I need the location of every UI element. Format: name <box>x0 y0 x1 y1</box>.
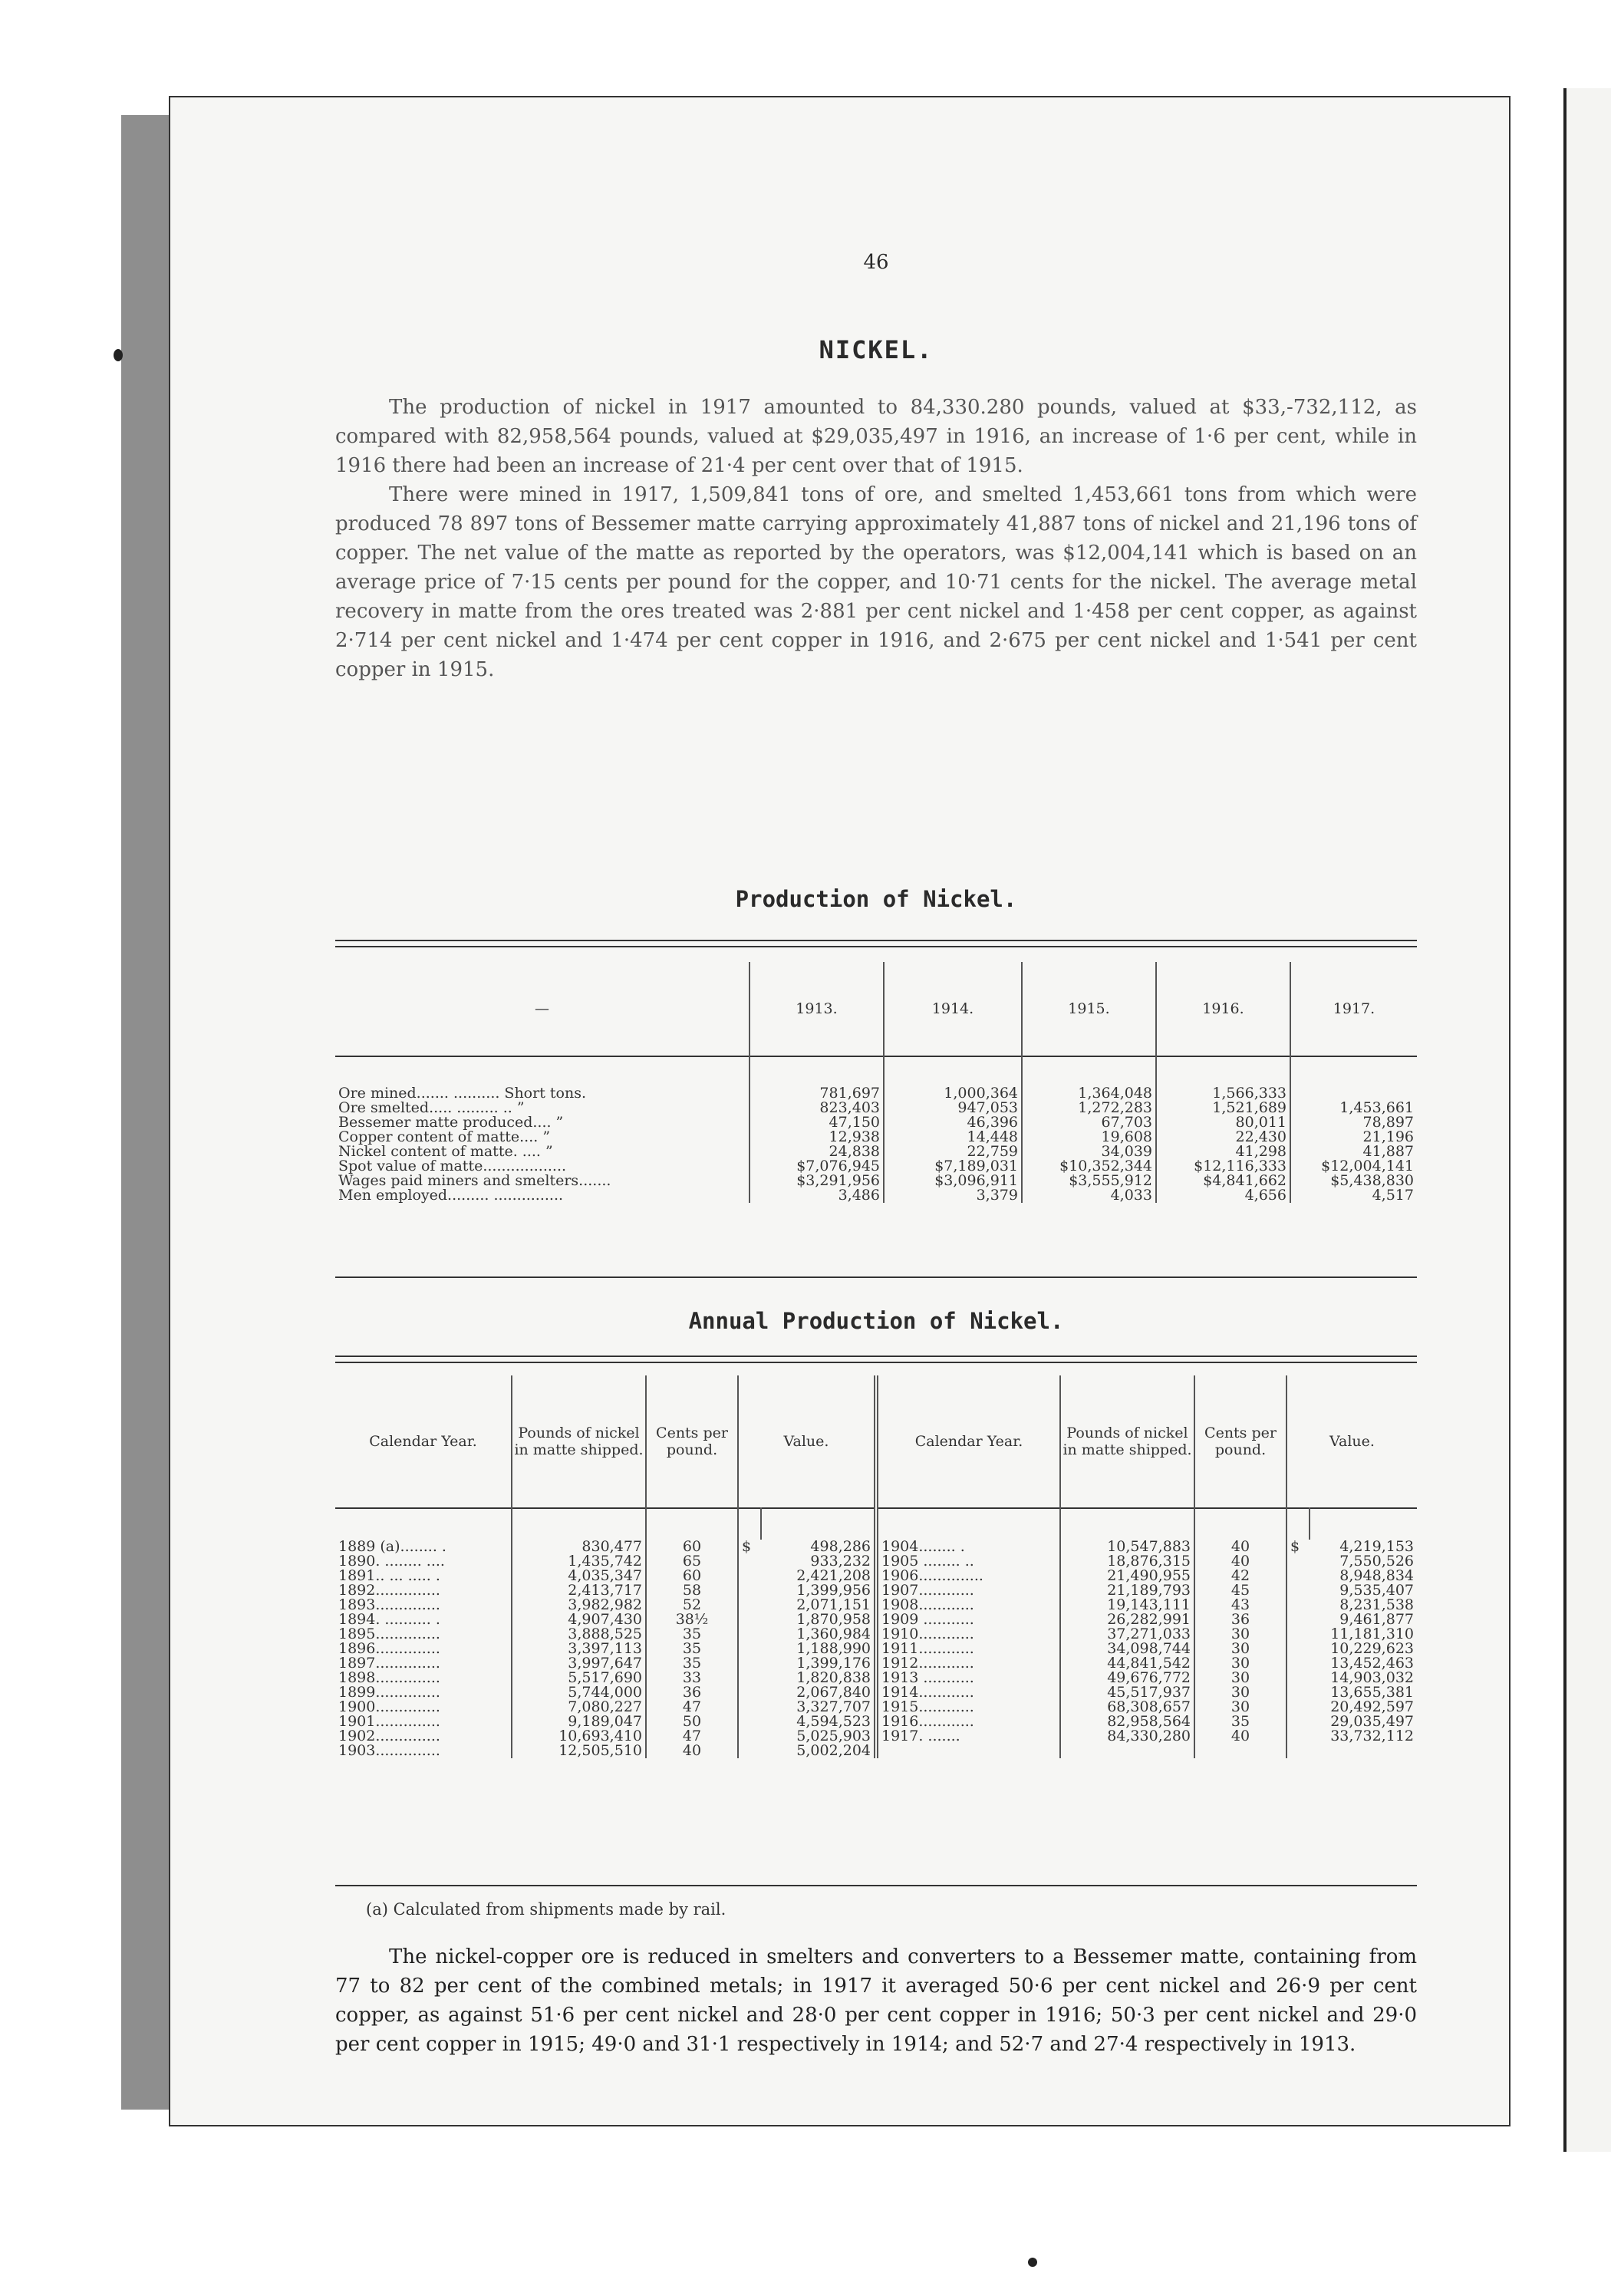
annual-dollar-cell <box>738 1598 761 1612</box>
annual-value-cell: 14,903,032 <box>1330 1669 1414 1686</box>
annual-year-cell: 1913 ........... <box>876 1671 1060 1685</box>
annual-value-cell: 1,820,838 <box>796 1669 871 1686</box>
annual-dollar-cell <box>738 1642 761 1656</box>
row-value: $4,841,662 <box>1156 1174 1290 1188</box>
intro-paragraph-1: The production of nickel in 1917 amounted to 84,330.280 pounds, valued at $33,-732,112, as compared with 82,958,564 pounds, valued at $29,035,497 in 1916, an increase of 1·6 per cent, while in 1916 there had been an increase of 21·4 per cent over that of 1915. <box>335 396 1417 477</box>
annual-dollar-cell <box>738 1612 761 1627</box>
annual-value-cell: 2,067,840 <box>796 1684 871 1701</box>
annual-value-cell <box>1310 1744 1417 1758</box>
annual-cents-cell: 35 <box>1194 1715 1286 1729</box>
row-label: Nickel content of matte. .... ” <box>338 1143 553 1160</box>
annual-cents-cell: 47 <box>646 1729 738 1744</box>
annual-pounds-cell: 9,189,047 <box>512 1715 646 1729</box>
pounds-header: Pounds of nickel in matte shipped. <box>1060 1375 1194 1508</box>
annual-year-cell: 1916............ <box>876 1715 1060 1729</box>
annual-year-cell: 1915............ <box>876 1700 1060 1715</box>
annual-dollar-cell <box>1286 1569 1310 1583</box>
table-bottom-rule <box>335 1885 1417 1886</box>
annual-year-cell: 1889 (a)........ . <box>338 1538 446 1555</box>
row-value: $12,004,141 <box>1290 1159 1417 1174</box>
annual-cents-cell: 35 <box>646 1656 738 1671</box>
annual-dollar-cell <box>1286 1656 1310 1671</box>
annual-cents-cell: 40 <box>646 1744 738 1758</box>
annual-value-cell: 29,035,497 <box>1330 1713 1414 1730</box>
calendar-year-header: Calendar Year. <box>369 1433 477 1450</box>
annual-value-cell: 11,181,310 <box>1330 1626 1414 1642</box>
annual-year-cell: 1912............ <box>876 1656 1060 1671</box>
row-value: $3,555,912 <box>1022 1174 1156 1188</box>
annual-dollar-cell <box>738 1715 761 1729</box>
annual-value-cell: 9,535,407 <box>1339 1582 1414 1599</box>
annual-row <box>335 1627 1417 1642</box>
annual-value-cell: 2,071,151 <box>796 1596 871 1613</box>
annual-cents-cell: 38½ <box>646 1612 738 1627</box>
annual-dollar-cell <box>738 1671 761 1685</box>
annual-dollar-cell <box>1286 1554 1310 1569</box>
annual-year-cell: 1905 ........ .. <box>876 1554 1060 1569</box>
row-value: $3,096,911 <box>884 1174 1022 1188</box>
row-value: 4,517 <box>1290 1188 1417 1203</box>
annual-row <box>335 1671 1417 1685</box>
page-content <box>335 97 1417 2125</box>
annual-pounds-cell: 37,271,033 <box>1060 1627 1194 1642</box>
annual-pounds-cell: 3,397,113 <box>512 1642 646 1656</box>
annual-year-cell: 1894. .......... . <box>338 1611 440 1628</box>
annual-cents-cell: 60 <box>646 1569 738 1583</box>
row-value: 947,053 <box>884 1101 1022 1115</box>
annual-pounds-cell: 84,330,280 <box>1060 1729 1194 1744</box>
annual-cents-cell: 52 <box>646 1598 738 1612</box>
cents-header: Cents per pound. <box>1194 1375 1286 1508</box>
annual-row <box>335 1744 1417 1758</box>
page-title: NICKEL. <box>819 335 934 364</box>
row-value: $12,116,333 <box>1156 1159 1290 1174</box>
cents-header: Cents per pound. <box>646 1375 738 1508</box>
annual-cents-cell: 45 <box>1194 1583 1286 1598</box>
annual-table-body <box>335 1508 1417 1758</box>
annual-value-cell: 13,452,463 <box>1330 1655 1414 1672</box>
annual-dollar-cell <box>738 1627 761 1642</box>
annual-year-cell: 1903.............. <box>338 1742 440 1759</box>
corner-dash: — <box>535 1000 549 1017</box>
annual-dollar-cell <box>1286 1671 1310 1685</box>
year-header: 1913. <box>749 962 884 1056</box>
row-value: 21,196 <box>1290 1130 1417 1145</box>
annual-row <box>335 1700 1417 1715</box>
closing-paragraph: The nickel-copper ore is reduced in smelters and converters to a Bessemer matte, containing from 77 to 82 per cent of the combined metals; in 1917 it averaged 50·6 per cent nickel and 26·9 per cent copper, as against 51·6 per cent nickel and 28·0 per cent copper in 1916; 50·3 per cent nickel and 29·0 per cent copper in 1915; 49·0 and 31·1 respectively in 1914; and 52·7 and 27·4 respectively in 1913. <box>335 1945 1417 2056</box>
row-value: 4,656 <box>1156 1188 1290 1203</box>
annual-year-cell: 1899.............. <box>338 1684 440 1701</box>
row-value: 823,403 <box>749 1101 884 1115</box>
annual-year-cell: 1902.............. <box>338 1728 440 1744</box>
annual-value-cell: 1,188,990 <box>796 1640 871 1657</box>
annual-pounds-cell: 68,308,657 <box>1060 1700 1194 1715</box>
annual-pounds-cell: 5,744,000 <box>512 1685 646 1700</box>
annual-cents-cell: 30 <box>1194 1671 1286 1685</box>
row-value: 47,150 <box>749 1115 884 1130</box>
row-value: 3,379 <box>884 1188 1022 1203</box>
annual-cents-cell: 36 <box>1194 1612 1286 1627</box>
annual-pounds-cell: 19,143,111 <box>1060 1598 1194 1612</box>
row-value: 1,453,661 <box>1290 1101 1417 1115</box>
annual-pounds-cell: 18,876,315 <box>1060 1554 1194 1569</box>
annual-value-cell: 4,219,153 <box>1339 1538 1414 1555</box>
annual-dollar-cell <box>1286 1685 1310 1700</box>
annual-dollar-cell <box>738 1583 761 1598</box>
row-value: 3,486 <box>749 1188 884 1203</box>
row-value: $10,352,344 <box>1022 1159 1156 1174</box>
row-value: 781,697 <box>749 1086 884 1101</box>
year-header: 1917. <box>1290 962 1417 1056</box>
annual-row <box>335 1569 1417 1583</box>
annual-dollar-cell: $ <box>738 1540 761 1554</box>
row-value: 19,608 <box>1022 1130 1156 1145</box>
row-value: 1,521,689 <box>1156 1101 1290 1115</box>
annual-pounds-cell: 3,982,982 <box>512 1598 646 1612</box>
footnote: (a) Calculated from shipments made by rail. <box>366 1900 726 1919</box>
annual-year-cell: 1904........ . <box>876 1540 1060 1554</box>
annual-row <box>335 1685 1417 1700</box>
annual-pounds-cell: 21,490,955 <box>1060 1569 1194 1583</box>
row-value: 46,396 <box>884 1115 1022 1130</box>
annual-cents-cell: 42 <box>1194 1569 1286 1583</box>
annual-dollar-cell <box>1286 1744 1310 1758</box>
annual-cents-cell: 33 <box>646 1671 738 1685</box>
annual-dollar-cell <box>1286 1642 1310 1656</box>
annual-pounds-cell: 49,676,772 <box>1060 1671 1194 1685</box>
row-value: 41,887 <box>1290 1145 1417 1159</box>
annual-cents-cell: 35 <box>646 1642 738 1656</box>
annual-value-cell: 8,231,538 <box>1339 1596 1414 1613</box>
annual-row <box>335 1656 1417 1671</box>
annual-value-cell: 3,327,707 <box>796 1698 871 1715</box>
annual-value-cell: 10,229,623 <box>1330 1640 1414 1657</box>
annual-cents-cell: 40 <box>1194 1729 1286 1744</box>
annual-row <box>335 1583 1417 1598</box>
annual-pounds-cell: 44,841,542 <box>1060 1656 1194 1671</box>
annual-year-cell: 1917. ....... <box>876 1729 1060 1744</box>
annual-value-cell: 1,360,984 <box>796 1626 871 1642</box>
row-label: Copper content of matte.... ” <box>338 1128 551 1145</box>
annual-cents-cell: 30 <box>1194 1700 1286 1715</box>
row-value: $7,189,031 <box>884 1159 1022 1174</box>
annual-dollar-cell <box>738 1569 761 1583</box>
annual-dollar-cell: $ <box>1286 1540 1310 1554</box>
annual-value-cell: 8,948,834 <box>1339 1567 1414 1584</box>
annual-year-cell <box>876 1744 1060 1758</box>
row-value: 41,298 <box>1156 1145 1290 1159</box>
annual-cents-cell: 40 <box>1194 1540 1286 1554</box>
annual-value-cell: 1,399,176 <box>796 1655 871 1672</box>
annual-cents-cell: 43 <box>1194 1598 1286 1612</box>
year-header: 1914. <box>884 962 1022 1056</box>
annual-value-cell: 1,870,958 <box>796 1611 871 1628</box>
annual-pounds-cell: 2,413,717 <box>512 1583 646 1598</box>
row-value: 1,566,333 <box>1156 1086 1290 1101</box>
row-value: 14,448 <box>884 1130 1022 1145</box>
annual-value-cell: 13,655,381 <box>1330 1684 1414 1701</box>
row-label: Spot value of matte.................. <box>338 1158 567 1174</box>
annual-year-cell: 1896.............. <box>338 1640 440 1657</box>
production-table <box>335 962 1417 1203</box>
annual-year-cell: 1914............ <box>876 1685 1060 1700</box>
annual-dollar-cell <box>1286 1729 1310 1744</box>
intro-text <box>335 393 1417 684</box>
row-label: Ore smelted..... ......... .. ” <box>338 1099 525 1116</box>
annual-value-cell: 33,732,112 <box>1330 1728 1414 1744</box>
row-label: Men employed......... ............... <box>338 1187 564 1204</box>
annual-dollar-cell <box>738 1744 761 1758</box>
annual-cents-cell: 30 <box>1194 1627 1286 1642</box>
annual-pounds-cell: 82,958,564 <box>1060 1715 1194 1729</box>
ink-speck <box>1028 2258 1037 2267</box>
annual-dollar-cell <box>738 1656 761 1671</box>
row-label: Wages paid miners and smelters....... <box>338 1172 611 1189</box>
annual-year-cell: 1901.............. <box>338 1713 440 1730</box>
annual-dollar-cell <box>1286 1715 1310 1729</box>
annual-value-cell: 1,399,956 <box>796 1582 871 1599</box>
annual-dollar-cell <box>1286 1583 1310 1598</box>
annual-value-cell: 4,594,523 <box>796 1713 871 1730</box>
annual-pounds-cell: 5,517,690 <box>512 1671 646 1685</box>
annual-value-cell: 498,286 <box>810 1538 871 1555</box>
annual-dollar-cell <box>738 1700 761 1715</box>
row-value: 4,033 <box>1022 1188 1156 1203</box>
annual-pounds-cell: 1,435,742 <box>512 1554 646 1569</box>
annual-value-cell: 2,421,208 <box>796 1567 871 1584</box>
row-label: Bessemer matte produced.... ” <box>338 1114 564 1131</box>
row-value: 22,759 <box>884 1145 1022 1159</box>
pounds-header: Pounds of nickel in matte shipped. <box>512 1375 646 1508</box>
annual-value-cell: 933,232 <box>810 1553 871 1570</box>
annual-row <box>335 1715 1417 1729</box>
annual-year-cell: 1890. ........ .... <box>338 1553 445 1570</box>
annual-year-cell: 1906.............. <box>876 1569 1060 1583</box>
annual-dollar-cell <box>738 1685 761 1700</box>
annual-value-cell: 9,461,877 <box>1339 1611 1414 1628</box>
annual-year-cell: 1909 ........... <box>876 1612 1060 1627</box>
production-table-body <box>335 1056 1417 1203</box>
table-top-rule <box>335 1356 1417 1363</box>
annual-cents-cell: 47 <box>646 1700 738 1715</box>
year-header: 1915. <box>1022 962 1156 1056</box>
row-value: 78,897 <box>1290 1115 1417 1130</box>
annual-dollar-cell <box>1286 1612 1310 1627</box>
annual-year-cell: 1897.............. <box>338 1655 440 1672</box>
annual-row <box>335 1554 1417 1569</box>
annual-cents-cell: 30 <box>1194 1656 1286 1671</box>
annual-pounds-cell: 12,505,510 <box>512 1744 646 1758</box>
annual-pounds-cell: 3,888,525 <box>512 1627 646 1642</box>
annual-year-cell: 1910............ <box>876 1627 1060 1642</box>
adjacent-page-edge <box>1563 88 1611 2152</box>
annual-row <box>335 1598 1417 1612</box>
annual-cents-cell <box>1194 1744 1286 1758</box>
annual-year-cell: 1908............ <box>876 1598 1060 1612</box>
intro-paragraph-2: There were mined in 1917, 1,509,841 tons of ore, and smelted 1,453,661 tons from which were produced 78 897 tons of Bessemer matte carrying approximately 41,887 tons of nickel and 21,196 tons of copper. The net value of the matte as reported by the operators, was $12,004,141 which is based on an average price of 7·15 cents per pound for the copper, and 10·71 cents for the nickel. The average metal recovery in matte from the ores treated was 2·881 per cent nickel and 1·458 per cent copper, as against 2·714 per cent nickel and 1·474 per cent copper in 1916, and 2·675 per cent nickel and 1·541 per cent copper in 1915. <box>335 483 1417 681</box>
annual-dollar-cell <box>738 1554 761 1569</box>
annual-row <box>335 1612 1417 1627</box>
annual-pounds-cell: 45,517,937 <box>1060 1685 1194 1700</box>
annual-year-cell: 1907............ <box>876 1583 1060 1598</box>
annual-pounds-cell: 21,189,793 <box>1060 1583 1194 1598</box>
row-value: 80,011 <box>1156 1115 1290 1130</box>
annual-cents-cell: 36 <box>646 1685 738 1700</box>
row-value: $5,438,830 <box>1290 1174 1417 1188</box>
annual-dollar-cell <box>738 1729 761 1744</box>
row-value: $7,076,945 <box>749 1159 884 1174</box>
annual-value-cell: 5,025,903 <box>796 1728 871 1744</box>
book-spine-shadow <box>121 115 169 2110</box>
annual-cents-cell: 60 <box>646 1540 738 1554</box>
annual-cents-cell: 30 <box>1194 1642 1286 1656</box>
annual-row <box>335 1642 1417 1656</box>
annual-pounds-cell: 10,547,883 <box>1060 1540 1194 1554</box>
row-value: 67,703 <box>1022 1115 1156 1130</box>
annual-value-cell: 5,002,204 <box>796 1742 871 1759</box>
row-value: $3,291,956 <box>749 1174 884 1188</box>
page-number: 46 <box>863 251 889 274</box>
row-value: 1,272,283 <box>1022 1101 1156 1115</box>
year-header: 1916. <box>1156 962 1290 1056</box>
annual-row <box>335 1729 1417 1744</box>
annual-pounds-cell: 3,997,647 <box>512 1656 646 1671</box>
annual-year-cell: 1898.............. <box>338 1669 440 1686</box>
annual-year-cell: 1911............ <box>876 1642 1060 1656</box>
annual-value-cell: 20,492,597 <box>1330 1698 1414 1715</box>
annual-value-cell: 7,550,526 <box>1339 1553 1414 1570</box>
annual-cents-cell: 58 <box>646 1583 738 1598</box>
annual-dollar-cell <box>1286 1598 1310 1612</box>
annual-dollar-cell <box>1286 1627 1310 1642</box>
row-label: Ore mined....... .......... Short tons. <box>338 1085 586 1102</box>
annual-table-title: Annual Production of Nickel. <box>688 1308 1064 1334</box>
annual-pounds-cell: 7,080,227 <box>512 1700 646 1715</box>
production-table-title: Production of Nickel. <box>735 886 1017 912</box>
annual-cents-cell: 65 <box>646 1554 738 1569</box>
annual-row <box>335 1540 1417 1554</box>
document-page <box>169 96 1511 2126</box>
annual-cents-cell: 50 <box>646 1715 738 1729</box>
annual-dollar-cell <box>1286 1700 1310 1715</box>
row-value: 22,430 <box>1156 1130 1290 1145</box>
annual-production-table <box>335 1375 1417 1758</box>
annual-pounds-cell: 34,098,744 <box>1060 1642 1194 1656</box>
calendar-year-header: Calendar Year. <box>876 1375 1060 1508</box>
row-value: 24,838 <box>749 1145 884 1159</box>
annual-year-cell: 1892.............. <box>338 1582 440 1599</box>
annual-pounds-cell: 26,282,991 <box>1060 1612 1194 1627</box>
value-header: Value. <box>1286 1375 1417 1508</box>
row-value: 1,000,364 <box>884 1086 1022 1101</box>
annual-year-cell: 1900.............. <box>338 1698 440 1715</box>
row-value: 1,364,048 <box>1022 1086 1156 1101</box>
value-header: Value. <box>738 1375 876 1508</box>
closing-text <box>335 1942 1417 2059</box>
annual-pounds-cell: 10,693,410 <box>512 1729 646 1744</box>
annual-pounds-cell: 4,907,430 <box>512 1612 646 1627</box>
annual-cents-cell: 30 <box>1194 1685 1286 1700</box>
annual-year-cell: 1893.............. <box>338 1596 440 1613</box>
ink-speck <box>114 349 123 361</box>
annual-year-cell: 1895.............. <box>338 1626 440 1642</box>
annual-pounds-cell <box>1060 1744 1194 1758</box>
annual-cents-cell: 35 <box>646 1627 738 1642</box>
row-value: 34,039 <box>1022 1145 1156 1159</box>
annual-pounds-cell: 830,477 <box>512 1540 646 1554</box>
row-value: 12,938 <box>749 1130 884 1145</box>
annual-cents-cell: 40 <box>1194 1554 1286 1569</box>
table-bottom-rule <box>335 1276 1417 1278</box>
table-top-rule <box>335 940 1417 947</box>
production-row <box>335 1188 1417 1203</box>
annual-year-cell: 1891.. ... ..... . <box>338 1567 440 1584</box>
annual-pounds-cell: 4,035,347 <box>512 1569 646 1583</box>
